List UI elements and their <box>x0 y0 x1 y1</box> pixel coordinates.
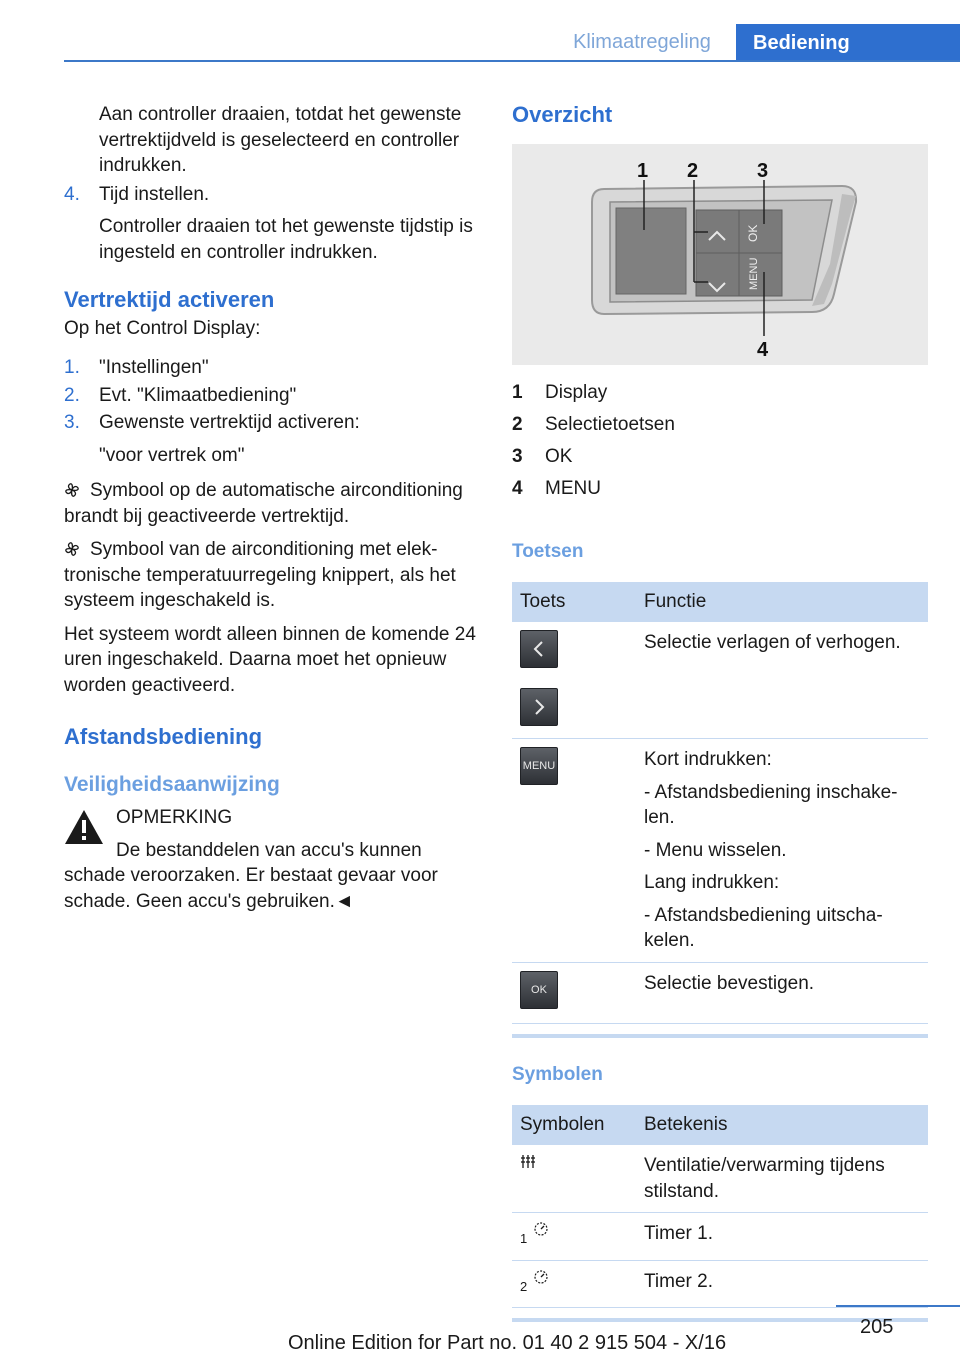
parking-ventilation-icon <box>520 1153 536 1171</box>
note-auto-ac-text: Symbool op de automatische airconditioning brandt bij geactiveerde vertrektijd. <box>64 480 463 527</box>
list-item-number: 2. <box>64 384 80 406</box>
list-item <box>64 383 482 409</box>
figure-label-4: 4 <box>757 338 769 361</box>
list-item-text: Gewenste vertrektijd activeren: <box>99 412 360 433</box>
remote-control-figure <box>512 144 928 365</box>
chevron-left-icon <box>520 630 558 668</box>
table-cell: Selectie verlagen of verhogen. <box>636 622 928 739</box>
heading-toetsen: Toetsen <box>512 540 584 562</box>
legend-item <box>512 377 928 409</box>
table-cell-line: - Afstandsbediening uitschakelen. <box>644 904 883 951</box>
table-row <box>512 739 928 963</box>
remote-control-illustration <box>512 144 928 365</box>
intro-text: Op het Control Display: <box>64 317 261 339</box>
table-row <box>512 962 928 1023</box>
table-cell: Selectie bevestigen. <box>636 962 928 1023</box>
list-item-number: 1. <box>64 357 80 378</box>
legend-text: MENU <box>545 477 601 499</box>
keys-table <box>512 582 928 1024</box>
figure-label-3: 3 <box>757 159 769 182</box>
figure-label-2: 2 <box>687 159 699 182</box>
heading-overzicht: Overzicht <box>512 102 613 127</box>
table-row <box>512 1145 928 1213</box>
step-4 <box>64 182 482 208</box>
table-header-row <box>512 582 928 622</box>
list-item <box>64 355 482 381</box>
step-4-text: Tijd instellen. <box>99 183 210 205</box>
table-cell-line: Kort indrukken: <box>644 749 772 770</box>
timer-number: 2 <box>520 1278 528 1294</box>
chevron-right-icon <box>520 688 558 726</box>
note-electronic-ac-text: Symbool van de airconditioning met elektronische temperatuurregeling knippert, als het systeem ingeschakeld is. <box>64 539 456 611</box>
legend-number: 1 <box>512 381 523 403</box>
heading-veiligheidsaanwijzing: Veiligheidsaanwijzing <box>64 772 280 796</box>
table-row <box>512 1260 928 1308</box>
ok-key-icon: OK <box>520 971 558 1009</box>
table-header-row <box>512 1105 928 1145</box>
fan-icon <box>64 482 80 498</box>
header-section-tab: Klimaatregeling <box>573 31 711 53</box>
heading-vertrektijd-activeren: Vertrektijd activeren <box>64 287 275 312</box>
table-row <box>512 1213 928 1261</box>
list-item-text: "Instellingen" <box>99 357 209 378</box>
warning-title: OPMERKING <box>116 807 233 828</box>
header-active-tab: Bediening <box>736 24 960 62</box>
table-header-cell: Symbolen <box>512 1105 636 1145</box>
step-4-number: 4. <box>64 183 80 205</box>
legend-number: 2 <box>512 413 523 435</box>
list-item <box>64 410 482 436</box>
legend-item <box>512 409 928 441</box>
table-header-cell: Functie <box>636 582 928 622</box>
legend-text: Selectietoetsen <box>545 413 675 435</box>
timer-icon <box>533 1269 549 1285</box>
table-cell-line: - Afstandsbediening inschakelen. <box>644 781 898 828</box>
footer-edition: Online Edition for Part no. 01 40 2 915 504 - X/16 <box>288 1332 727 1354</box>
heading-afstandsbediening: Afstandsbediening <box>64 724 263 749</box>
menu-key-icon: MENU <box>520 747 558 785</box>
legend-item <box>512 473 928 505</box>
table-end-rule <box>512 1034 928 1038</box>
page-number: 205 <box>860 1316 894 1338</box>
table-row <box>512 622 928 739</box>
table-cell-line: Lang indrukken: <box>644 872 780 893</box>
table-cell <box>636 739 928 963</box>
right-column <box>512 102 928 1322</box>
figure-ok-key-label: OK <box>746 224 760 242</box>
timer-number: 1 <box>520 1231 528 1246</box>
figure-menu-key-label: MENU <box>748 257 760 290</box>
left-column <box>64 102 482 914</box>
timer-icon <box>533 1221 549 1237</box>
symbols-table <box>512 1105 928 1308</box>
fan-icon <box>64 541 80 557</box>
legend-item <box>512 441 928 473</box>
table-header-cell: Toets <box>512 582 636 622</box>
legend-text: Display <box>545 381 608 403</box>
header-rule <box>64 60 960 62</box>
steps-list <box>64 355 482 468</box>
legend-number: 3 <box>512 445 523 467</box>
step-4-detail: Controller draaien tot het gewenste tijdstip is ingesteld en controller indrukken. <box>99 216 473 263</box>
warning-text: De bestanddelen van accu's kunnen schade veroorzaken. Er bestaat gevaar voor schade. Geen accu's gebruiken.◄ <box>64 839 438 912</box>
warning-triangle-icon <box>64 809 104 845</box>
warning-box <box>64 805 482 914</box>
figure-legend <box>512 377 928 505</box>
note-24h: Het systeem wordt alleen binnen de komende 24 uren ingeschakeld. Daarna moet het opnieuw worden geactiveerd. <box>64 623 476 696</box>
table-header-cell: Betekenis <box>636 1105 928 1145</box>
table-cell: Ventilatie/verwarming tijdens stilstand. <box>636 1145 928 1213</box>
note-auto-ac <box>64 478 482 529</box>
step-3-detail: "voor vertrek om" <box>99 444 245 466</box>
heading-symbolen: Symbolen <box>512 1063 603 1085</box>
list-item-text: Evt. "Klimaatbediening" <box>99 384 297 406</box>
step3-continuation: Aan controller draaien, totdat het gewenste vertrektijdveld is geselecteerd en controller indrukken. <box>99 104 462 176</box>
footer-rule <box>836 1305 960 1307</box>
note-electronic-ac <box>64 537 482 614</box>
table-cell: Timer 1. <box>636 1213 928 1261</box>
figure-label-1: 1 <box>637 159 649 182</box>
list-item-number: 3. <box>64 412 80 433</box>
legend-number: 4 <box>512 477 523 499</box>
legend-text: OK <box>545 445 573 467</box>
table-cell-line: - Menu wisselen. <box>644 839 787 861</box>
table-cell: Timer 2. <box>636 1260 928 1308</box>
